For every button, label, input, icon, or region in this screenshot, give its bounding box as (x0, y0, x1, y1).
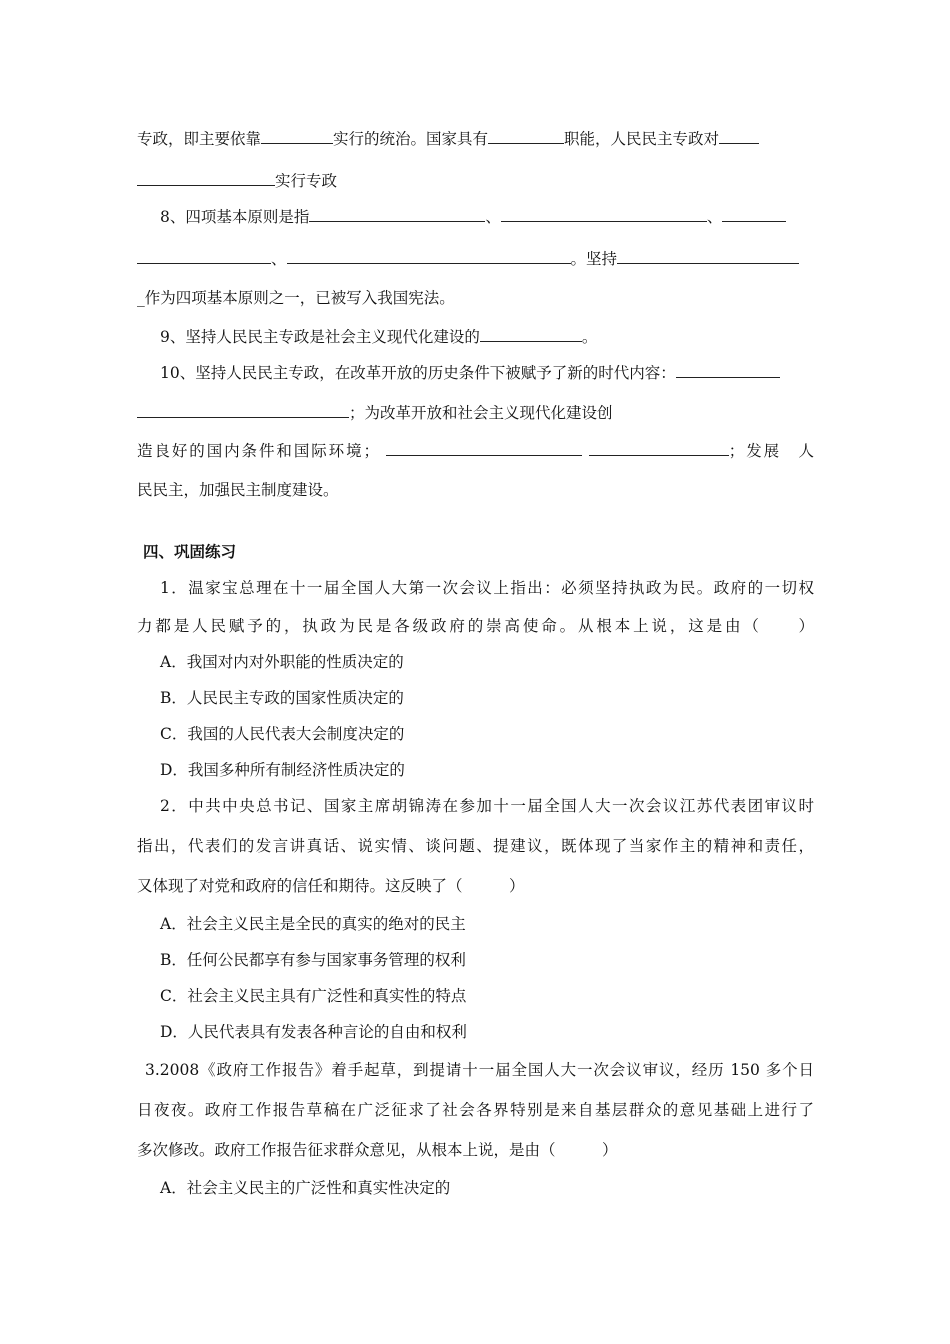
text: 实行的统治。国家具有 (333, 130, 489, 148)
text: 职能，人民民主专政对 (564, 130, 720, 148)
answer-blank[interactable] (488, 128, 564, 144)
answer-blank[interactable] (617, 248, 799, 264)
practice-q2-option-d: D．人民代表具有发表各种言论的自由和权利 (160, 1023, 467, 1041)
separator: 、 (706, 208, 723, 226)
practice-q2-line-2: 指出，代表们的发言讲真话、说实情、谈问题、提建议，既体现了当家作主的精神和责任， (137, 837, 814, 855)
answer-blank[interactable] (589, 440, 729, 456)
question-8-line-3: _作为四项基本原则之一，已被写入我国宪法。 (137, 289, 455, 307)
answer-blank[interactable] (480, 326, 582, 342)
text: 。 (581, 328, 598, 346)
fill-line-1 (137, 128, 814, 149)
question-10-line-2 (137, 402, 814, 423)
practice-q2-option-b: B．任何公民都享有参与国家事务管理的权利 (160, 951, 466, 969)
text: ；为改革开放和社会主义现代化建设创 (349, 404, 613, 422)
text: 专政，即主要依靠 (137, 130, 262, 148)
answer-blank[interactable] (137, 248, 271, 264)
separator: 、 (271, 250, 287, 268)
answer-blank[interactable] (719, 128, 759, 144)
text: 。坚持 (570, 250, 618, 268)
text: 10、坚持人民民主专政，在改革开放的历史条件下被赋予了新的时代内容： (160, 364, 676, 382)
fill-line-2 (137, 170, 814, 191)
text: 8、四项基本原则是指 (160, 208, 310, 226)
practice-q2-option-c: C．社会主义民主具有广泛性和真实性的特点 (160, 987, 467, 1005)
practice-q2-option-a: A．社会主义民主是全民的真实的绝对的民主 (160, 915, 466, 933)
answer-blank[interactable] (501, 206, 707, 222)
question-10-line-3 (137, 440, 814, 461)
answer-blank[interactable] (261, 128, 333, 144)
text: ；发展 人 (728, 442, 814, 460)
question-9 (160, 326, 814, 347)
answer-blank[interactable] (676, 362, 780, 378)
answer-blank[interactable] (287, 248, 571, 264)
practice-q1-line-2: 力都是人民赋予的，执政为民是各级政府的崇高使命。从根本上说，这是由（ ） (137, 617, 814, 635)
practice-q2-line-1: 2．中共中央总书记、国家主席胡锦涛在参加十一届全国人大一次会议江苏代表团审议时 (160, 797, 814, 815)
practice-q1-option-d: D．我国多种所有制经济性质决定的 (160, 761, 405, 779)
practice-q1-line-1: 1．温家宝总理在十一届全国人大第一次会议上指出：必须坚持执政为民。政府的一切权 (160, 579, 814, 597)
practice-q1-option-b: B．人民民主专政的国家性质决定的 (160, 689, 404, 707)
question-8-line-2 (137, 248, 814, 269)
text: 实行专政 (275, 172, 338, 190)
practice-q3-line-1: 3.2008《政府工作报告》着手起草，到提请十一届全国人大一次会议审议，经历 150 多个日 (145, 1061, 814, 1079)
practice-q3-line-3: 多次修改。政府工作报告征求群众意见，从根本上说，是由（ ） (137, 1141, 618, 1159)
question-10-line-4: 民民主，加强民主制度建设。 (137, 481, 339, 499)
answer-blank[interactable] (386, 440, 582, 456)
text: 9、坚持人民民主专政是社会主义现代化建设的 (160, 328, 480, 346)
answer-blank[interactable] (309, 206, 485, 222)
answer-blank[interactable] (722, 206, 786, 222)
separator: 、 (485, 208, 501, 226)
practice-q1-option-c: C．我国的人民代表大会制度决定的 (160, 725, 405, 743)
question-8-line-1 (160, 206, 814, 227)
question-10-line-1 (160, 362, 814, 383)
practice-q3-option-a: A．社会主义民主的广泛性和真实性决定的 (160, 1179, 451, 1197)
section-heading: 四、巩固练习 (143, 543, 237, 561)
practice-q1-option-a: A．我国对内对外职能的性质决定的 (160, 653, 404, 671)
text: 造良好的国内条件和国际环境； (137, 442, 380, 460)
practice-q2-line-3: 又体现了对党和政府的信任和期待。这反映了（ ） (137, 877, 525, 895)
answer-blank[interactable] (137, 402, 349, 418)
practice-q3-line-2: 日夜夜。政府工作报告草稿在广泛征求了社会各界特别是来自基层群众的意见基础上进行了 (137, 1101, 814, 1119)
answer-blank[interactable] (137, 170, 275, 186)
